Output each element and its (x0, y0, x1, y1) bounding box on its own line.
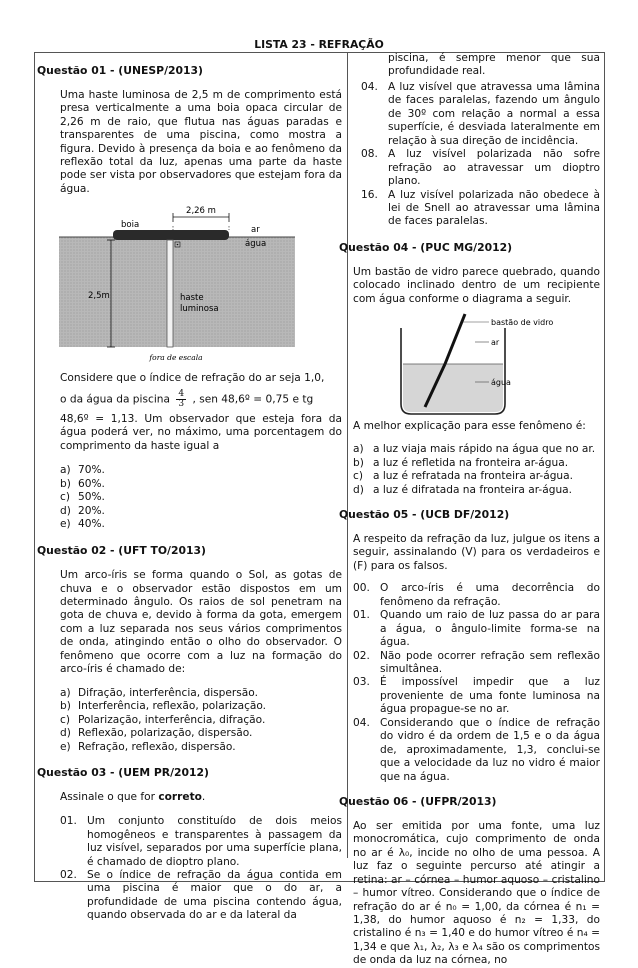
glass-rod-figure (393, 312, 593, 416)
question-06-heading: Questão 06 - (UFPR/2013) (339, 795, 497, 809)
question-05-items (353, 582, 600, 784)
option-row: b) 60%. (60, 477, 105, 490)
fraction-numerator: 4 (178, 388, 185, 399)
option-row: e) Refração, reflexão, dispersão. (60, 740, 236, 753)
question-04-question: A melhor explicação para esse fenômeno é: (353, 419, 586, 432)
question-05-text: A respeito da refração da luz, julgue os itens a seguir, assinalando (V) para os verdadeiros e (F) para os falsos. (353, 532, 600, 572)
question-06-text: Ao ser emitida por uma fonte, uma luz monocromática, cujo comprimento de onda no ar é λ₀, incide no olho de uma pessoa. A luz faz o seguinte percurso até atingir a retina: ar – córnea – humor aquoso – cristalino – humor vítreo. Considerando que o índice de refração do ar é n₀ = 1,00, da córnea é n₁ = 1,38, do humor aquoso é n₂ = 1,33, do cristalino é n₃ = 1,40 e do humor vítreo é n₄ = 1,34 e que λ₁, λ₂, λ₃ e λ₄ são os comprimentos de onda da luz na córnea, no (353, 819, 600, 967)
air-label: ar (251, 225, 260, 236)
option-row: b) a luz é refletida na fronteira ar-água. (353, 456, 569, 469)
left-column (37, 52, 342, 923)
option-row: b) Interferência, reflexão, polarização. (60, 700, 267, 713)
air-label: ar (491, 337, 500, 347)
rod-label: bastão de vidro (491, 317, 554, 327)
buoy-disk (113, 230, 229, 240)
list-item: 03. É impossível impedir que a luz proveniente de uma fonte luminosa na água propague-se no ar. (353, 676, 600, 716)
question-01-options (37, 464, 342, 531)
list-item: 01. Quando um raio de luz passa do ar para a água, o ângulo-limite forma-se na água. (353, 609, 600, 649)
question-01-text-after-2 (37, 390, 342, 409)
list-item: 16. A luz visível polarizada não obedece à lei de Snell ao atravessar uma lâmina de faces paralelas. (361, 188, 600, 228)
fraction-water-index (176, 390, 186, 409)
option-row: a) 70%. (60, 464, 105, 477)
option-row: c) a luz é refratada na fronteira ar-água. (353, 470, 574, 483)
water-label: água (245, 239, 267, 250)
question-03-items (37, 815, 342, 923)
list-item: 01. Um conjunto constituído de dois meios homogêneos e transparentes à passagem da luz visível, separados por uma superfície plana, é chamado de dioptro plano. (60, 815, 342, 868)
buoy-label: boia (121, 220, 140, 231)
water-label: água (491, 377, 511, 387)
fraction-denominator: 3 (178, 398, 185, 409)
list-item: 04. Considerando que o índice de refração do vidro é da ordem de 1,5 e o da água de, aproximadamente, 1,3, conclui-se que a velocidade da luz no vidro é maior que na água. (353, 716, 600, 783)
question-02-heading: Questão 02 - (UFT TO/2013) (37, 544, 206, 558)
question-02-text: Um arco-íris se forma quando o Sol, as gotas de chuva e o observador estão dispostos em um determinado ângulo. Os raios de sol penetram na gota de chuva e, devido à forma da gota, emergem com a luz separada nos seus vários comprimentos de onda, atingindo então o olho do observador. O fenômeno que ocorre com a luz na formação do arco-íris é chamado de: (60, 569, 342, 676)
question-01-text-after-2b: , sen 48,6º = 0,75 e tg (192, 393, 314, 406)
option-row: d) a luz é difratada na fronteira ar-água. (353, 483, 573, 496)
right-column (339, 52, 600, 968)
question-03-heading: Questão 03 - (UEM PR/2012) (37, 766, 209, 779)
option-row: c) 50%. (60, 491, 105, 504)
page-title: LISTA 23 - REFRAÇÃO (254, 38, 384, 51)
height-label: 2,5m (88, 291, 110, 302)
question-01-text: Uma haste luminosa de 2,5 m de comprimento está presa verticalmente a uma boia opaca circular de 2,26 m de raio, que flutua nas águas paradas e transparentes de uma piscina, como mostra a figura. Devido à presença da boia e ao fenômeno da reflexão total da luz, apenas uma parte da haste pode ser vista por observadores que estejam fora da água. (60, 88, 342, 195)
question-02-options (37, 687, 342, 754)
buoy-figure-svg (55, 204, 297, 366)
question-01-text-after-3: 48,6º = 1,13. Um observador que esteja fora da água poderá ver, no máximo, uma porcentagem do comprimento da haste igual a (60, 412, 342, 452)
option-row: c) Polarização, interferência, difração. (60, 713, 266, 726)
list-item: 04. A luz visível que atravessa uma lâmina de faces paralelas, fazendo um ângulo de 30º com relação a normal a essa superfície, é desviada lateralmente em relação à sua direção de incidência. (361, 80, 600, 147)
option-row: d) 20%. (60, 504, 105, 517)
figure-caption: fora de escala (149, 353, 203, 363)
option-row: d) Reflexão, polarização, dispersão. (60, 727, 253, 740)
water-fill (403, 364, 503, 412)
column-divider (347, 52, 348, 858)
question-01-text-after-1: Considere que o índice de refração do ar seja 1,0, (60, 372, 325, 385)
buoy-figure (55, 204, 297, 366)
question-05-heading: Questão 05 - (UCB DF/2012) (339, 508, 510, 522)
option-row: e) 40%. (60, 517, 105, 530)
question-04-text: Um bastão de vidro parece quebrado, quando colocado inclinado dentro de um recipiente com água conforme o diagrama a seguir. (353, 265, 600, 305)
emphasis-correto: correto (158, 790, 202, 803)
question-04-options (353, 443, 600, 497)
question-03-prompt: Assinale o que for correto. (60, 790, 206, 803)
list-item: 02. Se o índice de refração da água contida em uma piscina é maior que o do ar, a profundidade de uma piscina contendo água, quando observada do ar e da lateral da (60, 868, 342, 922)
question-03-item-02-continued: piscina, é sempre menor que sua profundidade real. (388, 52, 600, 78)
option-row: a) Difração, interferência, dispersão. (60, 686, 258, 699)
question-01-heading: Questão 01 - (UNESP/2013) (37, 64, 203, 77)
rod-label-line2: luminosa (180, 304, 219, 315)
glass-rod-figure-svg (393, 312, 593, 416)
rod-upper (445, 314, 465, 364)
question-01-text-after-2a: o da água da piscina (60, 393, 170, 406)
list-item: 00. O arco-íris é uma decorrência do fenômeno da refração. (353, 582, 600, 608)
luminous-rod (167, 240, 173, 347)
list-item: 02. Não pode ocorrer refração sem reflexão simultânea. (353, 649, 600, 675)
question-04-heading: Questão 04 - (PUC MG/2012) (339, 240, 513, 254)
option-row: a) a luz viaja mais rápido na água que no ar. (353, 443, 596, 456)
question-03-items-right (353, 81, 600, 229)
rod-label-line1: haste (180, 293, 204, 304)
list-item: 08. A luz visível polarizada não sofre refração ao atravessar um dioptro plano. (361, 148, 600, 188)
radius-label: 2,26 m (186, 206, 216, 217)
